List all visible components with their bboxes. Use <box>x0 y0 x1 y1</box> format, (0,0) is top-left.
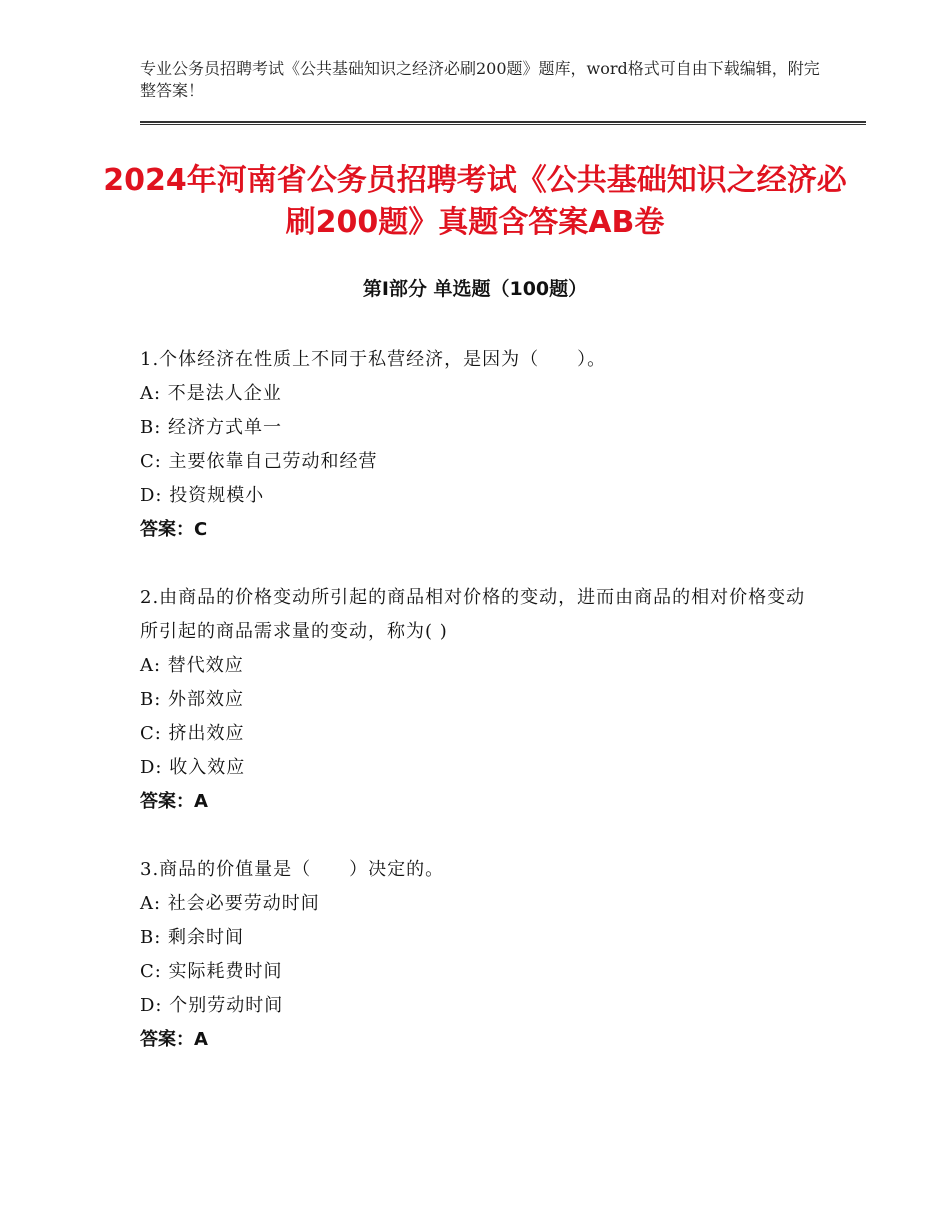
option-b: B: 经济方式单一 <box>140 417 283 438</box>
header-divider <box>140 121 866 125</box>
option-d: D: 投资规模小 <box>140 485 265 506</box>
question-list <box>140 343 810 1091</box>
question-3 <box>140 853 810 1057</box>
option-c: C: 主要依靠自己劳动和经营 <box>140 451 378 472</box>
question-stem: 1.个体经济在性质上不同于私营经济，是因为（ ）。 <box>140 349 607 370</box>
question-stem: 2.由商品的价格变动所引起的商品相对价格的变动，进而由商品的相对价格变动所引起的商品需求量的变动，称为( ) <box>140 587 806 642</box>
option-b: B: 外部效应 <box>140 689 245 710</box>
question-2 <box>140 581 810 819</box>
option-a: A: 社会必要劳动时间 <box>140 893 320 914</box>
option-d: D: 收入效应 <box>140 757 246 778</box>
option-c: C: 挤出效应 <box>140 723 245 744</box>
answer: 答案：C <box>140 519 208 540</box>
section-heading: 第Ⅰ部分 单选题（100题） <box>362 278 588 300</box>
answer: 答案：A <box>140 1029 208 1050</box>
question-1 <box>140 343 810 547</box>
option-b: B: 剩余时间 <box>140 927 245 948</box>
option-c: C: 实际耗费时间 <box>140 961 283 982</box>
document-title: 2024年河南省公务员招聘考试《公共基础知识之经济必刷200题》真题含答案AB卷 <box>103 163 847 240</box>
answer: 答案：A <box>140 791 208 812</box>
option-a: A: 不是法人企业 <box>140 383 282 404</box>
question-stem: 3.商品的价值量是（ ）决定的。 <box>140 859 445 880</box>
option-d: D: 个别劳动时间 <box>140 995 284 1016</box>
option-a: A: 替代效应 <box>140 655 244 676</box>
header-note: 专业公务员招聘考试《公共基础知识之经济必刷200题》题库，word格式可自由下载编辑，附完整答案！ <box>140 59 820 100</box>
